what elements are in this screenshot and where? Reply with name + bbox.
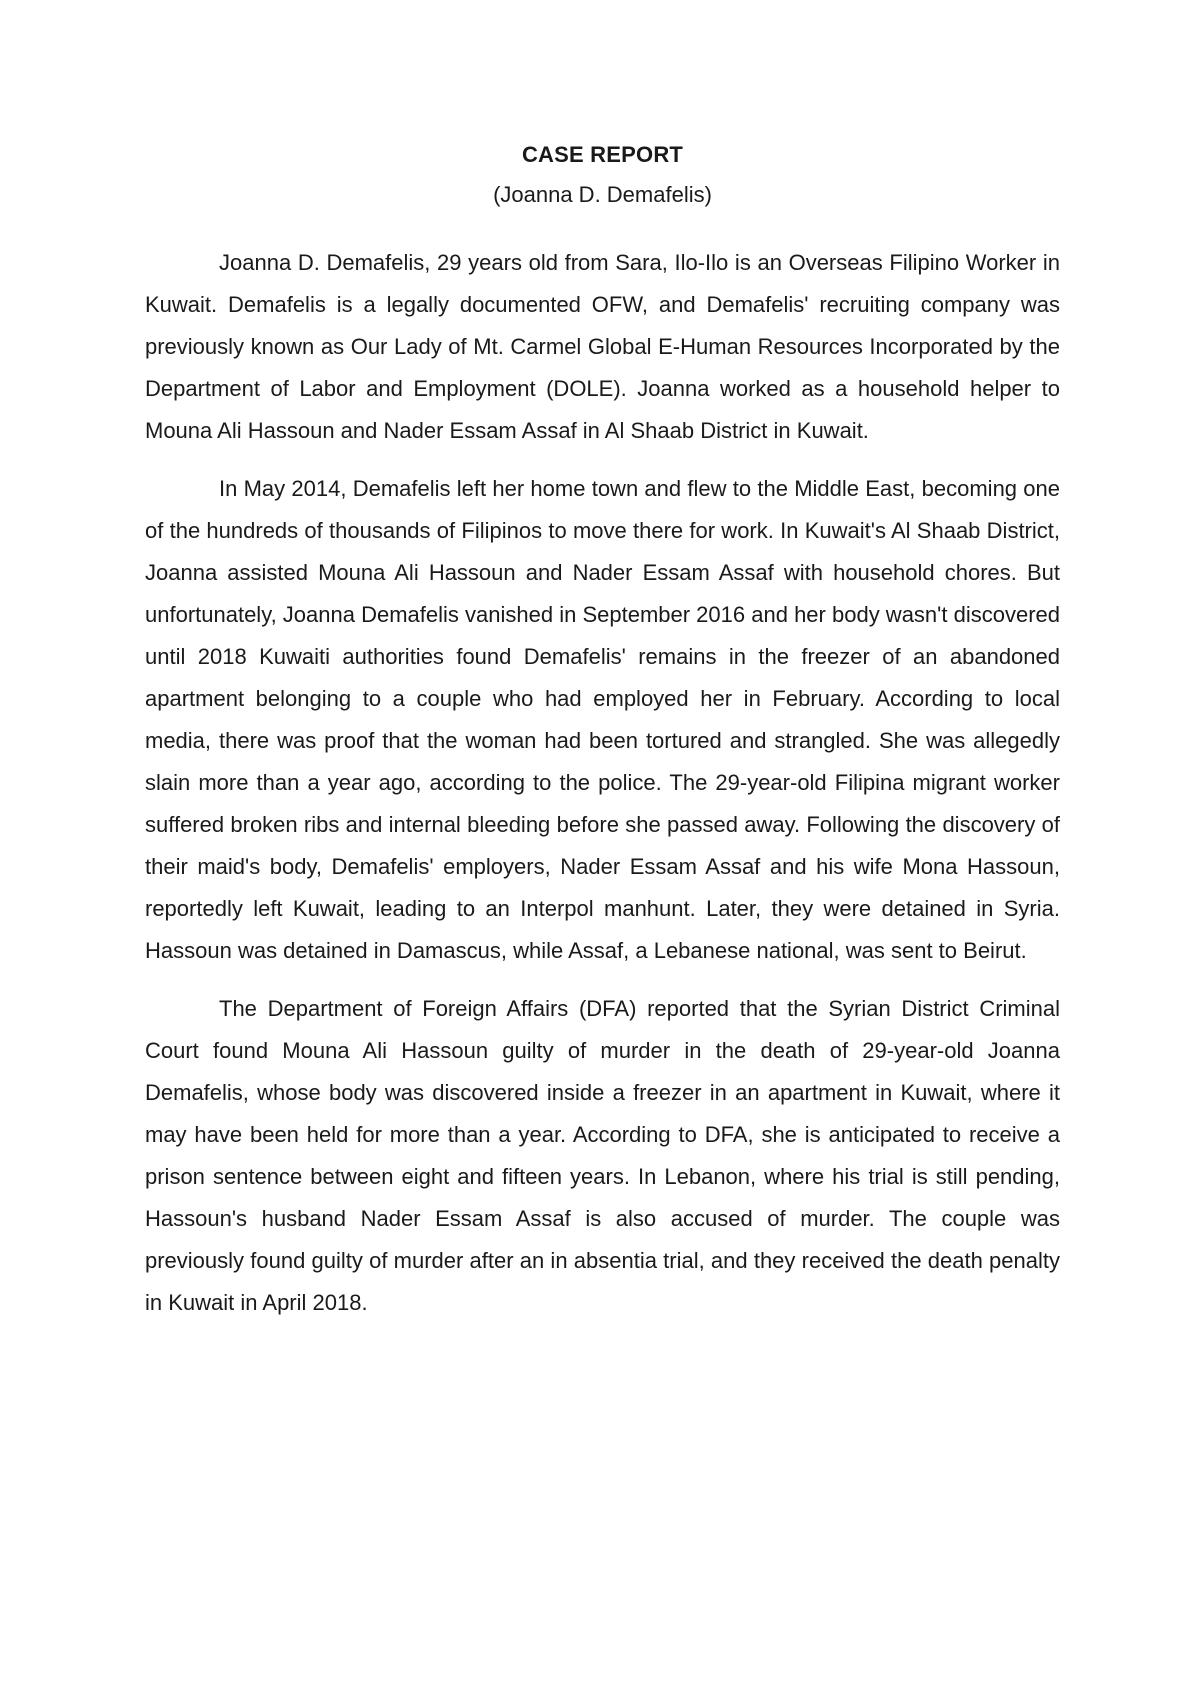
document-title: CASE REPORT xyxy=(521,142,684,167)
document-page xyxy=(145,140,1060,1324)
document-subtitle: (Joanna D. Demafelis) xyxy=(493,182,712,207)
paragraph-intro: Joanna D. Demafelis, 29 years old from Sara, Ilo-Ilo is an Overseas Filipino Worker in Kuwait. Demafelis is a legally documented OFW, and Demafelis' recruiting company was previously known as Our Lady of Mt. Carmel Global E-Human Resources Incorporated by the Department of Labor and Employment (DOLE). Joanna worked as a household helper to Mouna Ali Hassoun and Nader Essam Assaf in Al Shaab District in Kuwait. xyxy=(145,250,1060,443)
paragraph-disappearance: In May 2014, Demafelis left her home town and flew to the Middle East, becoming one of the hundreds of thousands of Filipinos to move there for work. In Kuwait's Al Shaab District, Joanna assisted Mouna Ali Hassoun and Nader Essam Assaf with household chores. But unfortunately, Joanna Demafelis vanished in September 2016 and her body wasn't discovered until 2018 Kuwaiti authorities found Demafelis' remains in the freezer of an abandoned apartment belonging to a couple who had employed her in February. According to local media, there was proof that the woman had been tortured and strangled. She was allegedly slain more than a year ago, according to the police. The 29-year-old Filipina migrant worker suffered broken ribs and internal bleeding before she passed away. Following the discovery of their maid's body, Demafelis' employers, Nader Essam Assaf and his wife Mona Hassoun, reportedly left Kuwait, leading to an Interpol manhunt. Later, they were detained in Syria. Hassoun was detained in Damascus, while Assaf, a Lebanese national, was sent to Beirut. xyxy=(145,476,1060,963)
paragraph-verdict: The Department of Foreign Affairs (DFA) reported that the Syrian District Criminal Court found Mouna Ali Hassoun guilty of murder in the death of 29-year-old Joanna Demafelis, whose body was discovered inside a freezer in an apartment in Kuwait, where it may have been held for more than a year. According to DFA, she is anticipated to receive a prison sentence between eight and fifteen years. In Lebanon, where his trial is still pending, Hassoun's husband Nader Essam Assaf is also accused of murder. The couple was previously found guilty of murder after an in absentia trial, and they received the death penalty in Kuwait in April 2018. xyxy=(145,996,1060,1315)
